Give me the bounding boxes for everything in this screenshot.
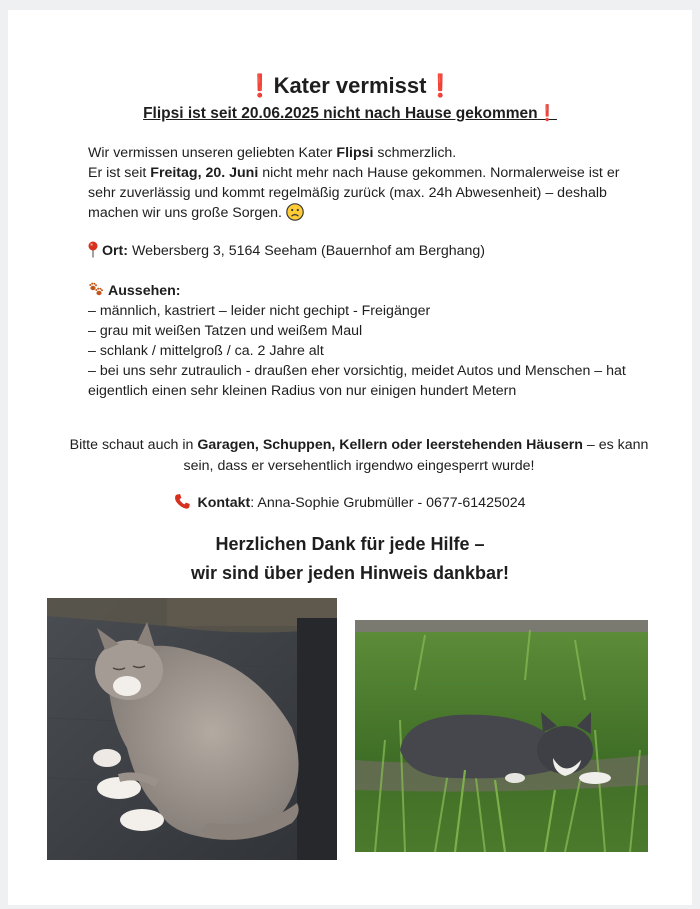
cat-name: Flipsi xyxy=(336,145,374,161)
telephone-receiver-icon xyxy=(174,493,191,510)
search-text: – es kann sein, dass er versehentlich irgendwo eingesperrt wurde! xyxy=(183,437,649,474)
exclamation-icon: ❗ xyxy=(537,105,557,122)
location-label: Ort: xyxy=(102,243,129,259)
appearance-item: – schlank / mittelgroß / ca. 2 Jahre alt xyxy=(88,343,324,359)
exclamation-icon: ❗ xyxy=(426,73,454,98)
intro-text: Er ist seit xyxy=(88,165,151,181)
location-value: Webersberg 3, 5164 Seeham (Bauernhof am Berghang) xyxy=(128,243,486,259)
round-pushpin-icon xyxy=(88,241,98,258)
flyer-page xyxy=(8,10,692,905)
thanks-message xyxy=(8,530,692,588)
intro-text: schmerzlich. xyxy=(373,145,457,161)
cat-sleeping-on-cushion-photo xyxy=(47,598,337,860)
contact-line xyxy=(8,493,692,513)
intro-paragraph xyxy=(88,143,633,223)
appearance-label: Aussehen: xyxy=(108,283,181,299)
search-places: Garagen, Schuppen, Kellern oder leerstehenden Häusern xyxy=(197,437,583,453)
title-text: Kater vermisst xyxy=(273,73,427,98)
subtitle-text: Flipsi ist seit 20.06.2025 nicht nach Hause gekommen xyxy=(143,105,538,122)
intro-text: nicht mehr nach Hause gekommen. Normalerweise ist er sehr zuverlässig und kommt regelmäßig zurück (max. 24h Abwesenheit) – deshalb machen wir uns große Sorgen. xyxy=(88,165,620,221)
thanks-line: Herzlichen Dank für jede Hilfe – xyxy=(215,534,485,554)
frowning-face-icon xyxy=(286,203,304,221)
paw-prints-icon xyxy=(88,281,104,297)
location-line xyxy=(88,241,633,261)
appearance-item: – grau mit weißen Tatzen und weißem Maul xyxy=(88,323,363,339)
appearance-item: – männlich, kastriert – leider nicht gechipt - Freigänger xyxy=(88,303,431,319)
search-request-paragraph xyxy=(68,435,650,477)
exclamation-icon: ❗ xyxy=(246,73,274,98)
appearance-heading xyxy=(88,281,633,301)
appearance-section xyxy=(88,281,633,401)
intro-text: Wir vermissen unseren geliebten Kater xyxy=(88,145,337,161)
contact-value: : Anna-Sophie Grubmüller - 0677-61425024 xyxy=(250,495,526,511)
thanks-line: wir sind über jeden Hinweis dankbar! xyxy=(190,563,510,583)
contact-label: Kontakt xyxy=(197,495,251,511)
flyer-title xyxy=(8,72,692,100)
cat-lying-in-grass-photo xyxy=(355,620,648,852)
flyer-subtitle xyxy=(8,103,692,125)
search-text: Bitte schaut auch in xyxy=(69,437,198,453)
missing-date: Freitag, 20. Juni xyxy=(150,165,259,181)
appearance-item: – bei uns sehr zutraulich - draußen eher vorsichtig, meidet Autos und Menschen – hat eigentlich einen sehr kleinen Radius von nur einigen hundert Metern xyxy=(88,363,626,399)
